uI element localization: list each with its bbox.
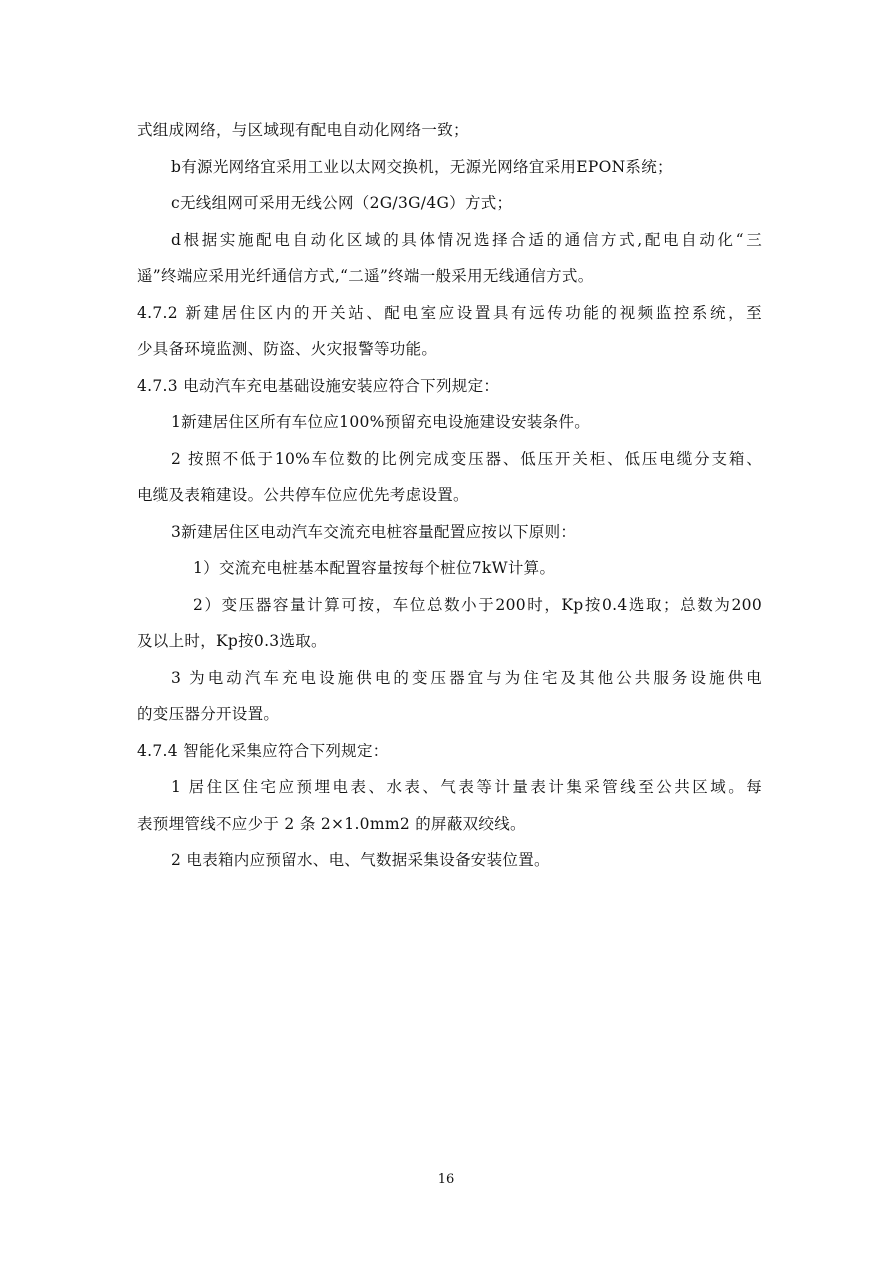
page-number: 16: [437, 1172, 455, 1187]
text-line: 1新建居住区所有车位应100%预留充电设施建设安装条件。: [171, 413, 591, 431]
text-line: 4.7.2 新建居住区内的开关站、配电室应设置具有远传功能的视频监控系统，至: [137, 303, 762, 322]
text-line: 电缆及表箱建设。公共停车位应优先考虑设置。: [137, 486, 469, 504]
text-line: 1）交流充电桩基本配置容量按每个桩位7kW计算。: [193, 559, 556, 577]
text-line: d根据实施配电自动化区域的具体情况选择合适的通信方式,配电自动化“三: [171, 230, 762, 249]
text-line: 遥”终端应采用光纤通信方式,“二遥”终端一般采用无线通信方式。: [137, 267, 594, 285]
text-line: 2）变压器容量计算可按，车位总数小于200时，Kp按0.4选取；总数为200: [193, 595, 762, 614]
text-line: 2 电表箱内应预留水、电、气数据采集设备安装位置。: [171, 851, 550, 869]
text-line: 式组成网络，与区域现有配电自动化网络一致；: [137, 121, 469, 139]
text-line: 及以上时，Kp按0.3选取。: [137, 632, 327, 650]
section-heading: 4.7.3 电动汽车充电基础设施安装应符合下列规定：: [137, 376, 500, 395]
text-line: 的变压器分开设置。: [137, 705, 280, 723]
text-line: b有源光网络宜采用工业以太网交换机，无源光网络宜采用EPON系统；: [171, 157, 673, 176]
text-line: c无线组网可采用无线公网（2G/3G/4G）方式；: [171, 194, 513, 212]
section-heading: 4.7.4 智能化采集应符合下列规定：: [137, 741, 389, 760]
text-line: 3 为电动汽车充电设施供电的变压器宜与为住宅及其他公共服务设施供电: [171, 668, 762, 687]
text-line: 2 按照不低于10%车位数的比例完成变压器、低压开关柜、低压电缆分支箱、: [171, 449, 762, 468]
text-line: 3新建居住区电动汽车交流充电桩容量配置应按以下原则：: [171, 522, 577, 541]
document-body: [137, 112, 762, 879]
text-line: 表预埋管线不应少于 2 条 2×1.0mm2 的屏蔽双绞线。: [137, 814, 526, 833]
text-line: 少具备环境监测、防盗、火灾报警等功能。: [137, 340, 438, 358]
text-line: 1 居住区住宅应预埋电表、水表、气表等计量表计集采管线至公共区域。每: [171, 778, 762, 796]
